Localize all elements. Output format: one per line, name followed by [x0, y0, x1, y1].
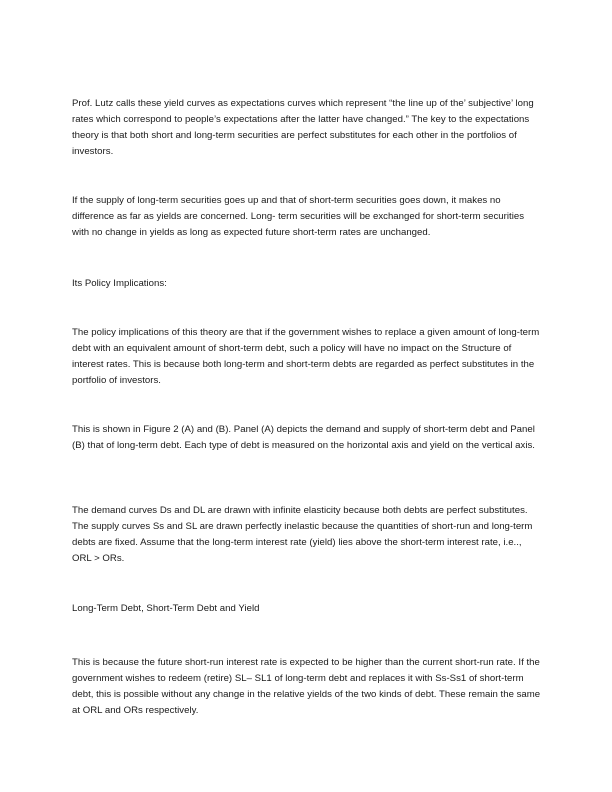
paragraph-figure-description: This is shown in Figure 2 (A) and (B). Panel (A) depicts the demand and supply of short-term debt and Panel (B) that of long-term debt. Each type of debt is measured on the horizontal axis and yield on the vertical axis. [72, 424, 535, 451]
paragraph-redeem-debt: This is because the future short-run interest rate is expected to be higher than the current short-run rate. If the government wishes to redeem (retire) SL– SL1 of long-term debt and replaces it with Ss-Ss1 of short-term debt, this is possible without any change in the relative yields of the two kinds of debt. These remain the same at ORL and ORs respectively. [72, 657, 541, 716]
paragraph-policy-implications: The policy implications of this theory are that if the government wishes to replace a given amount of long-term debt with an equivalent amount of short-term debt, such a policy will have no impact on the Structure of interest rates. This is because both long-term and short-term debts are regarded as perfect substitutes in the portfolio of investors. [72, 327, 540, 386]
paragraph-supply-of-securities: If the supply of long-term securities goes up and that of short-term securities goes down, it makes no difference as far as yields are concerned. Long- term securities will be exchanged for short-term securities with no change in yields as long as expected future short-term rates are unchanged. [72, 195, 525, 238]
paragraph-expectations-curves: Prof. Lutz calls these yield curves as expectations curves which represent “the line up of the’ subjective’ long rates which correspond to people’s expectations after the latter have changed.” The key to the expectations theory is that both short and long-term securities are perfect substitutes for each other in the portfolios of investors. [72, 98, 534, 157]
figure-caption: Long-Term Debt, Short-Term Debt and Yield [72, 603, 260, 614]
section-heading-policy-implications: Its Policy Implications: [72, 278, 167, 289]
paragraph-demand-supply-curves: The demand curves Ds and DL are drawn with infinite elasticity because both debts are perfect substitutes. The supply curves Ss and SL are drawn perfectly inelastic because the quantities of short-run and long-term debts are fixed. Assume that the long-term interest rate (yield) lies above the short-term interest rate, i.e.., ORL > ORs. [72, 505, 533, 564]
